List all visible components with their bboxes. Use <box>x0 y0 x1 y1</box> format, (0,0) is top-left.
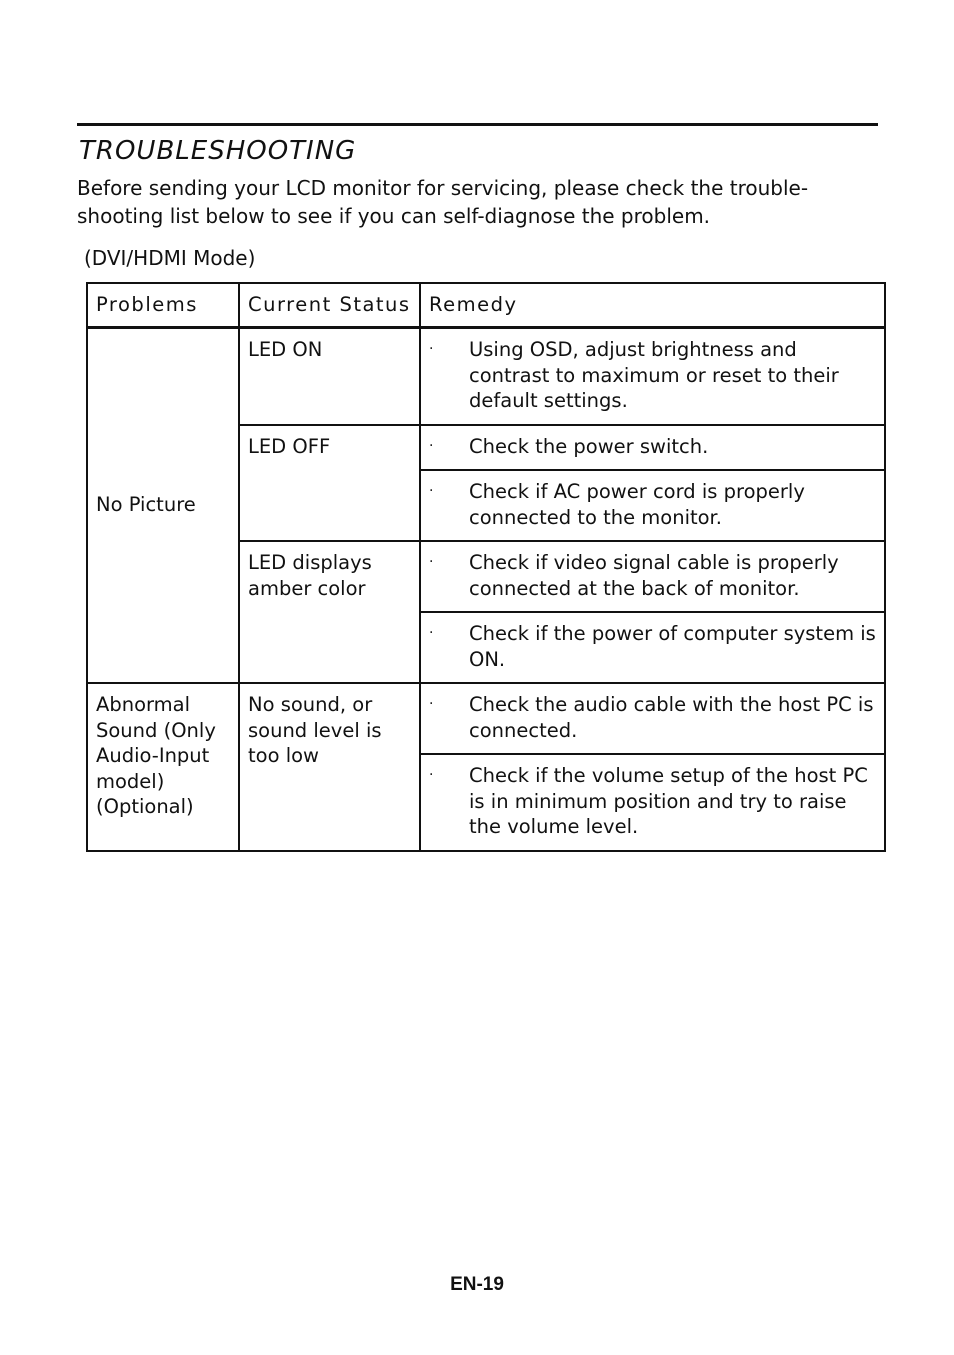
remedy-cell: · Check the power switch. <box>420 425 885 471</box>
remedy-cell: · Check if the volume setup of the host PC is in minimum position and try to raise the volume level. <box>420 754 885 851</box>
bullet-icon: · <box>429 767 434 783</box>
bullet-icon: · <box>429 483 434 499</box>
header-remedy: Remedy <box>420 283 885 328</box>
status-cell: No sound, or sound level is too low <box>239 683 420 851</box>
remedy-cell: · Check if the power of computer system is ON. <box>420 612 885 683</box>
intro-paragraph: Before sending your LCD monitor for servicing, please check the trouble-shooting list below to see if you can self-diagnose the problem. <box>77 176 809 228</box>
status-cell: LED displays amber color <box>239 541 420 683</box>
header-problems: Problems <box>87 283 239 328</box>
bullet-icon: · <box>429 341 434 357</box>
problem-cell: Abnormal Sound (Only Audio-Input model) (Optional) <box>87 683 239 851</box>
remedy-cell: · Check if AC power cord is properly connected to the monitor. <box>420 470 885 541</box>
status-cell: LED OFF <box>239 425 420 542</box>
table-header-row <box>87 283 885 328</box>
remedy-cell: · Check the audio cable with the host PC is connected. <box>420 683 885 754</box>
bullet-icon: · <box>429 696 434 712</box>
bullet-icon: · <box>429 437 434 454</box>
top-rule <box>77 123 878 126</box>
page-title: TROUBLESHOOTING <box>79 136 357 166</box>
header-current-status: Current Status <box>239 283 420 328</box>
bullet-icon: · <box>429 625 434 641</box>
remedy-cell: · Using OSD, adjust brightness and contrast to maximum or reset to their default settings. <box>420 328 885 425</box>
page-number: EN-19 <box>450 1274 504 1295</box>
remedy-cell: · Check if video signal cable is properly connected at the back of monitor. <box>420 541 885 612</box>
problem-cell: No Picture <box>87 328 239 684</box>
table-row <box>87 328 885 425</box>
mode-label: (DVI/HDMI Mode) <box>84 246 256 270</box>
status-cell: LED ON <box>239 328 420 425</box>
table-row <box>87 683 885 754</box>
bullet-icon: · <box>429 554 434 570</box>
troubleshooting-table <box>86 282 886 852</box>
